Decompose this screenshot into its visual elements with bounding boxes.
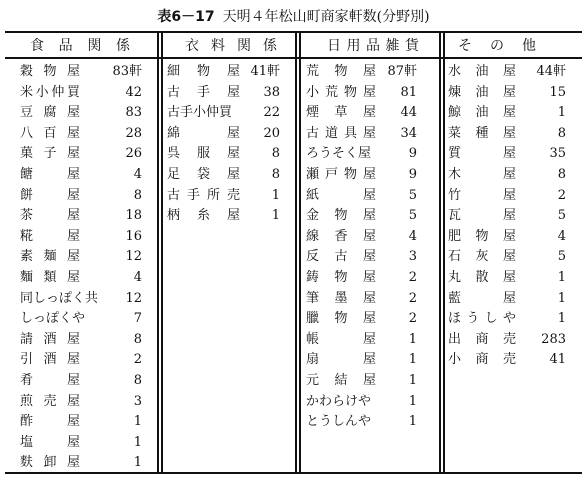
shop-count: 8 [133,332,142,347]
shop-type: かわらけや [306,394,372,409]
shop-type: 八百屋 [20,126,80,141]
column-divider [157,31,159,474]
table-row [20,164,142,186]
shop-type: ろうそく屋 [306,146,372,161]
shop-count: 9 [408,146,417,161]
table-row [20,391,142,413]
shop-type: とうしんや [306,414,372,429]
table-row [20,349,142,371]
shop-type: 線香屋 [306,229,376,244]
shop-count: 7 [133,311,142,326]
shop-count: 1 [408,414,417,429]
shop-count: 18 [125,208,142,223]
table-row [306,370,417,392]
shop-count-table [5,31,582,474]
table-row [306,308,417,330]
table-row [167,61,280,83]
shop-count: 2 [408,311,417,326]
table-row [20,143,142,165]
shop-type: 帳屋 [306,332,376,347]
shop-count: 8 [271,146,280,161]
shop-type: 古手屋 [167,85,240,100]
table-row [306,61,417,83]
table-row [448,61,566,83]
table-row [306,123,417,145]
shop-type: 糀屋 [20,229,80,244]
shop-type: 綿屋 [167,126,240,141]
table-row [306,246,417,268]
table-row [448,185,566,207]
table-row [306,205,417,227]
table-row [20,185,142,207]
table-row [20,308,142,330]
shop-count: 1 [557,311,566,326]
shop-type: 扇屋 [306,352,376,367]
table-row [306,164,417,186]
shop-count: 1 [133,435,142,450]
shop-type: しっぽくや [20,311,86,326]
shop-count: 1 [271,208,280,223]
shop-type: 麵類屋 [20,270,80,285]
shop-count: 8 [557,167,566,182]
shop-count: 1 [133,414,142,429]
shop-count: 26 [125,146,142,161]
table-row [448,246,566,268]
table-row [20,288,142,310]
shop-type: 臘物屋 [306,311,376,326]
shop-type: 出商売 [448,332,516,347]
shop-type: 請酒屋 [20,332,80,347]
shop-type: 麩卸屋 [20,455,80,470]
shop-type: 豆腐屋 [20,105,80,120]
shop-count: 38 [263,85,280,100]
shop-count: 1 [408,352,417,367]
table-row [20,123,142,145]
column-divider [439,31,441,474]
table-row [20,205,142,227]
shop-count: 8 [133,373,142,388]
shop-type: 丸散屋 [448,270,516,285]
shop-count: 41軒 [250,64,280,79]
table-row [20,452,142,474]
shop-count: 5 [408,188,417,203]
shop-type: 古手小仲買 [167,105,233,120]
shop-count: 2 [133,352,142,367]
shop-type: 柄糸屋 [167,208,240,223]
shop-type: 古道具屋 [306,126,376,141]
shop-count: 4 [557,229,566,244]
shop-count: 5 [557,249,566,264]
shop-count: 81 [400,85,417,100]
table-row [306,329,417,351]
shop-type: 細物屋 [167,64,240,79]
table-row [306,391,417,413]
table-row [306,411,417,433]
table-row [306,267,417,289]
shop-count: 44 [400,105,417,120]
shop-type: 荒物屋 [306,64,376,79]
header-divider [5,57,582,59]
table-row [167,185,280,207]
table-row [20,226,142,248]
table-row [20,61,142,83]
shop-count: 4 [133,270,142,285]
shop-count: 1 [557,291,566,306]
table-row [306,349,417,371]
table-row [448,205,566,227]
shop-type: 反古屋 [306,249,376,264]
table-row [20,82,142,104]
shop-type: 竹屋 [448,188,516,203]
table-row [448,164,566,186]
shop-type: 小商売 [448,352,516,367]
shop-type: 足袋屋 [167,167,240,182]
shop-type: 煙草屋 [306,105,376,120]
table-row [20,102,142,124]
shop-type: 鯨油屋 [448,105,516,120]
column-divider [295,31,297,474]
shop-count: 1 [557,270,566,285]
column-header-clothing: 衣料関係 [185,38,277,54]
table-row [448,102,566,124]
shop-count: 3 [408,249,417,264]
shop-count: 83 [125,105,142,120]
shop-count: 1 [408,332,417,347]
shop-count: 1 [271,188,280,203]
shop-count: 4 [408,229,417,244]
shop-type: ほうしや [448,311,516,326]
table-row [448,349,566,371]
shop-type: 餹屋 [20,167,80,182]
shop-type: 塩屋 [20,435,80,450]
column-header-daily-goods: 日用品雑貨 [327,38,419,54]
shop-count: 20 [263,126,280,141]
table-row [167,164,280,186]
shop-count: 283 [541,332,566,347]
shop-type: 煉油屋 [448,85,516,100]
table-row [20,432,142,454]
shop-type: 呉服屋 [167,146,240,161]
table-title [0,7,587,27]
table-row [167,82,280,104]
table-row [167,205,280,227]
table-row [306,288,417,310]
shop-count: 1 [133,455,142,470]
shop-count: 28 [125,126,142,141]
shop-count: 34 [400,126,417,141]
shop-type: 肥物屋 [448,229,516,244]
shop-type: 金物屋 [306,208,376,223]
table-row [448,82,566,104]
shop-count: 1 [408,373,417,388]
shop-type: 筆墨屋 [306,291,376,306]
table-row [20,411,142,433]
shop-count: 8 [133,188,142,203]
shop-count: 16 [125,229,142,244]
table-row [448,267,566,289]
table-row [20,329,142,351]
shop-count: 87軒 [387,64,417,79]
shop-type: 水油屋 [448,64,516,79]
shop-count: 5 [408,208,417,223]
column-header-food: 食品関係 [30,38,130,54]
shop-type: 同しっぽく共 [20,291,99,306]
shop-type: 茶屋 [20,208,80,223]
shop-type: 穀物屋 [20,64,80,79]
table-row [306,143,417,165]
shop-count: 5 [557,208,566,223]
shop-type: 煎売屋 [20,394,80,409]
shop-type: 酢屋 [20,414,80,429]
table-row [306,102,417,124]
shop-type: 古手所売 [167,188,240,203]
shop-count: 1 [408,394,417,409]
shop-count: 83軒 [112,64,142,79]
shop-type: 肴屋 [20,373,80,388]
table-top-border [5,31,582,33]
shop-type: 元結屋 [306,373,376,388]
table-row [448,143,566,165]
shop-count: 3 [133,394,142,409]
shop-count: 8 [271,167,280,182]
shop-count: 4 [133,167,142,182]
column-header-other: その他 [458,38,536,54]
table-row [448,123,566,145]
table-row [20,246,142,268]
table-caption: 天明４年松山町商家軒数(分野別) [222,9,430,25]
table-row [306,185,417,207]
column-divider [299,31,301,474]
table-row [306,82,417,104]
table-row [20,370,142,392]
shop-type: 藍屋 [448,291,516,306]
shop-count: 12 [125,291,142,306]
column-divider [443,31,445,474]
shop-count: 9 [408,167,417,182]
shop-type: 瓦屋 [448,208,516,223]
shop-type: 米小仲買 [20,85,80,100]
table-row [448,226,566,248]
shop-count: 2 [408,270,417,285]
shop-count: 2 [408,291,417,306]
shop-type: 菜種屋 [448,126,516,141]
table-number: 表6－17 [157,9,215,25]
shop-type: 餅屋 [20,188,80,203]
table-row [20,267,142,289]
shop-count: 41 [549,352,566,367]
shop-count: 22 [263,105,280,120]
table-row [448,329,566,351]
shop-type: 素麺屋 [20,249,80,264]
shop-type: 瀬戸物屋 [306,167,376,182]
shop-type: 鋳物屋 [306,270,376,285]
shop-count: 15 [549,85,566,100]
shop-count: 12 [125,249,142,264]
table-row [306,226,417,248]
table-row [167,143,280,165]
table-row [448,288,566,310]
table-row [167,123,280,145]
shop-count: 8 [557,126,566,141]
shop-type: 小荒物屋 [306,85,376,100]
shop-count: 1 [557,105,566,120]
shop-type: 石灰屋 [448,249,516,264]
table-row [167,102,280,124]
shop-count: 44軒 [536,64,566,79]
shop-type: 木屋 [448,167,516,182]
shop-type: 引酒屋 [20,352,80,367]
shop-count: 35 [549,146,566,161]
shop-count: 2 [557,188,566,203]
shop-count: 42 [125,85,142,100]
shop-type: 紙屋 [306,188,376,203]
shop-type: 菓子屋 [20,146,80,161]
column-divider [161,31,163,474]
table-row [448,308,566,330]
shop-type: 質屋 [448,146,516,161]
